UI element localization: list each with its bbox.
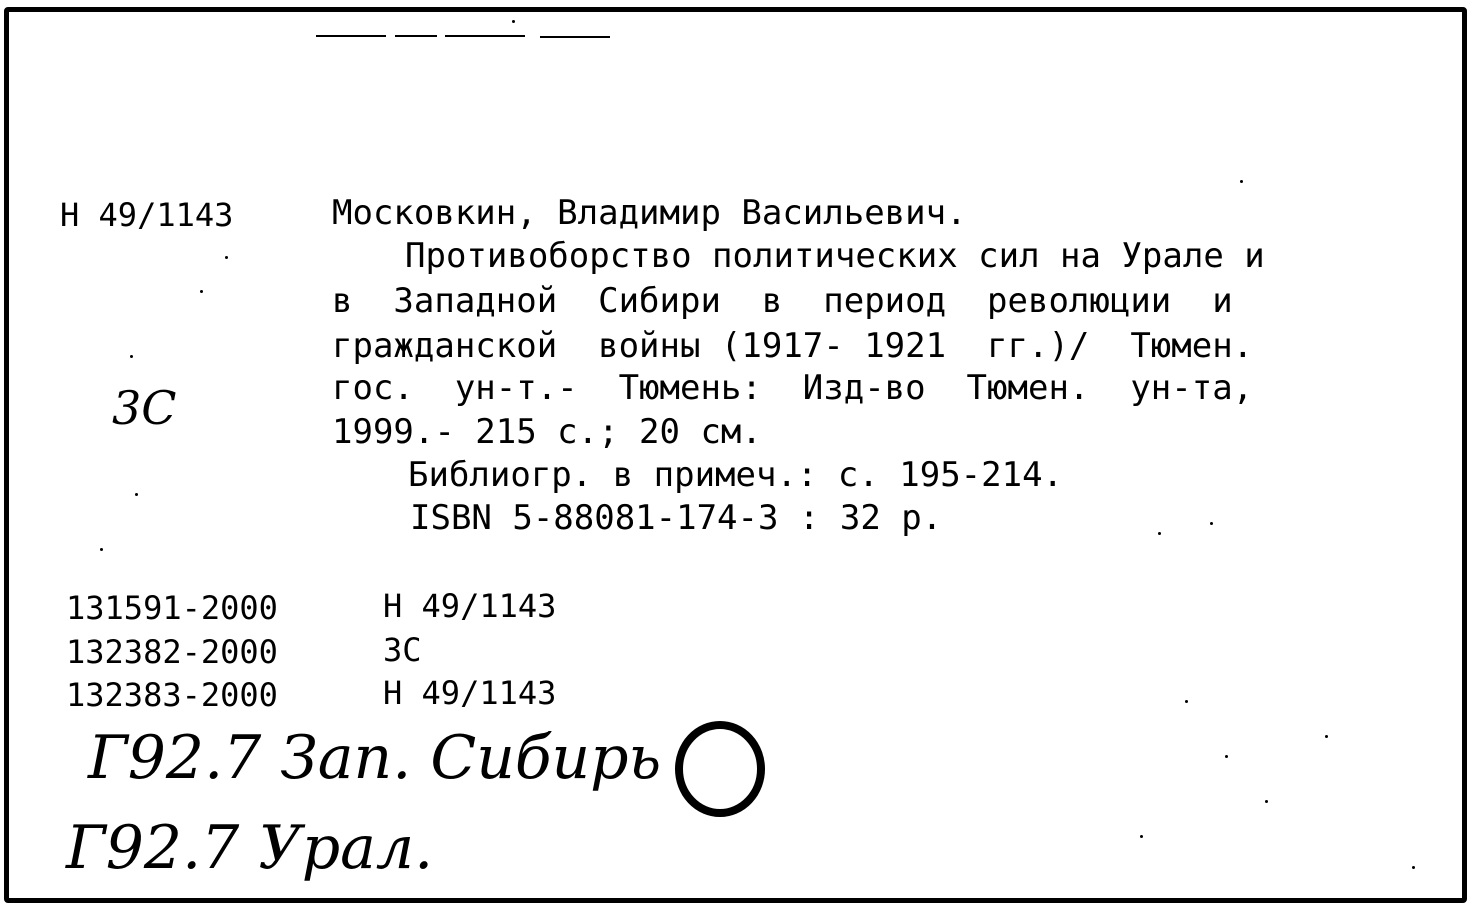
speck <box>225 256 228 259</box>
speck <box>135 493 138 496</box>
handwritten-subject: Г92.7 Зап. Сибирь <box>88 723 662 793</box>
speck <box>1325 735 1328 738</box>
isbn-note: ISBN 5-88081-174-3 : 32 р. <box>410 498 943 538</box>
speck <box>512 20 515 23</box>
top-dash-mark <box>540 36 610 38</box>
title-line: Противоборство политических сил на Урале и <box>405 236 1265 276</box>
speck <box>1210 522 1213 525</box>
top-dash-mark <box>395 35 437 37</box>
holding-location: Н 49/1143 <box>383 674 557 712</box>
speck <box>1185 700 1188 703</box>
hand-drawn-circle <box>670 712 775 827</box>
holding-inventory: 132383-2000 <box>66 676 278 714</box>
call-number: Н 49/1143 <box>60 196 234 234</box>
speck <box>1158 532 1161 535</box>
bibliography-note: Библиогр. в примеч.: с. 195-214. <box>408 455 1064 495</box>
speck <box>100 548 103 551</box>
speck <box>1240 180 1243 183</box>
speck <box>1225 755 1228 758</box>
top-dash-mark <box>445 35 525 37</box>
speck <box>1412 866 1415 869</box>
holding-location: 3С <box>383 631 422 669</box>
speck <box>1140 835 1143 838</box>
speck <box>130 355 133 358</box>
handwritten-side-mark: 3С <box>112 381 177 435</box>
speck <box>200 290 203 293</box>
title-line: гражданской войны (1917- 1921 гг.)/ Тюмен. <box>332 326 1254 366</box>
imprint-line: гос. ун-т.- Тюмень: Изд-во Тюмен. ун-та, <box>332 368 1254 408</box>
holding-inventory: 132382-2000 <box>66 633 278 671</box>
speck <box>1265 800 1268 803</box>
imprint-line: 1999.- 215 с.; 20 см. <box>332 412 762 452</box>
top-dash-mark <box>316 35 386 37</box>
holding-inventory: 131591-2000 <box>66 589 278 627</box>
handwritten-subject: Г92.7 Урал. <box>66 813 434 883</box>
holding-location: Н 49/1143 <box>383 587 557 625</box>
title-line: в Западной Сибири в период революции и <box>332 281 1233 321</box>
author-heading: Московкин, Владимир Васильевич. <box>332 193 967 233</box>
